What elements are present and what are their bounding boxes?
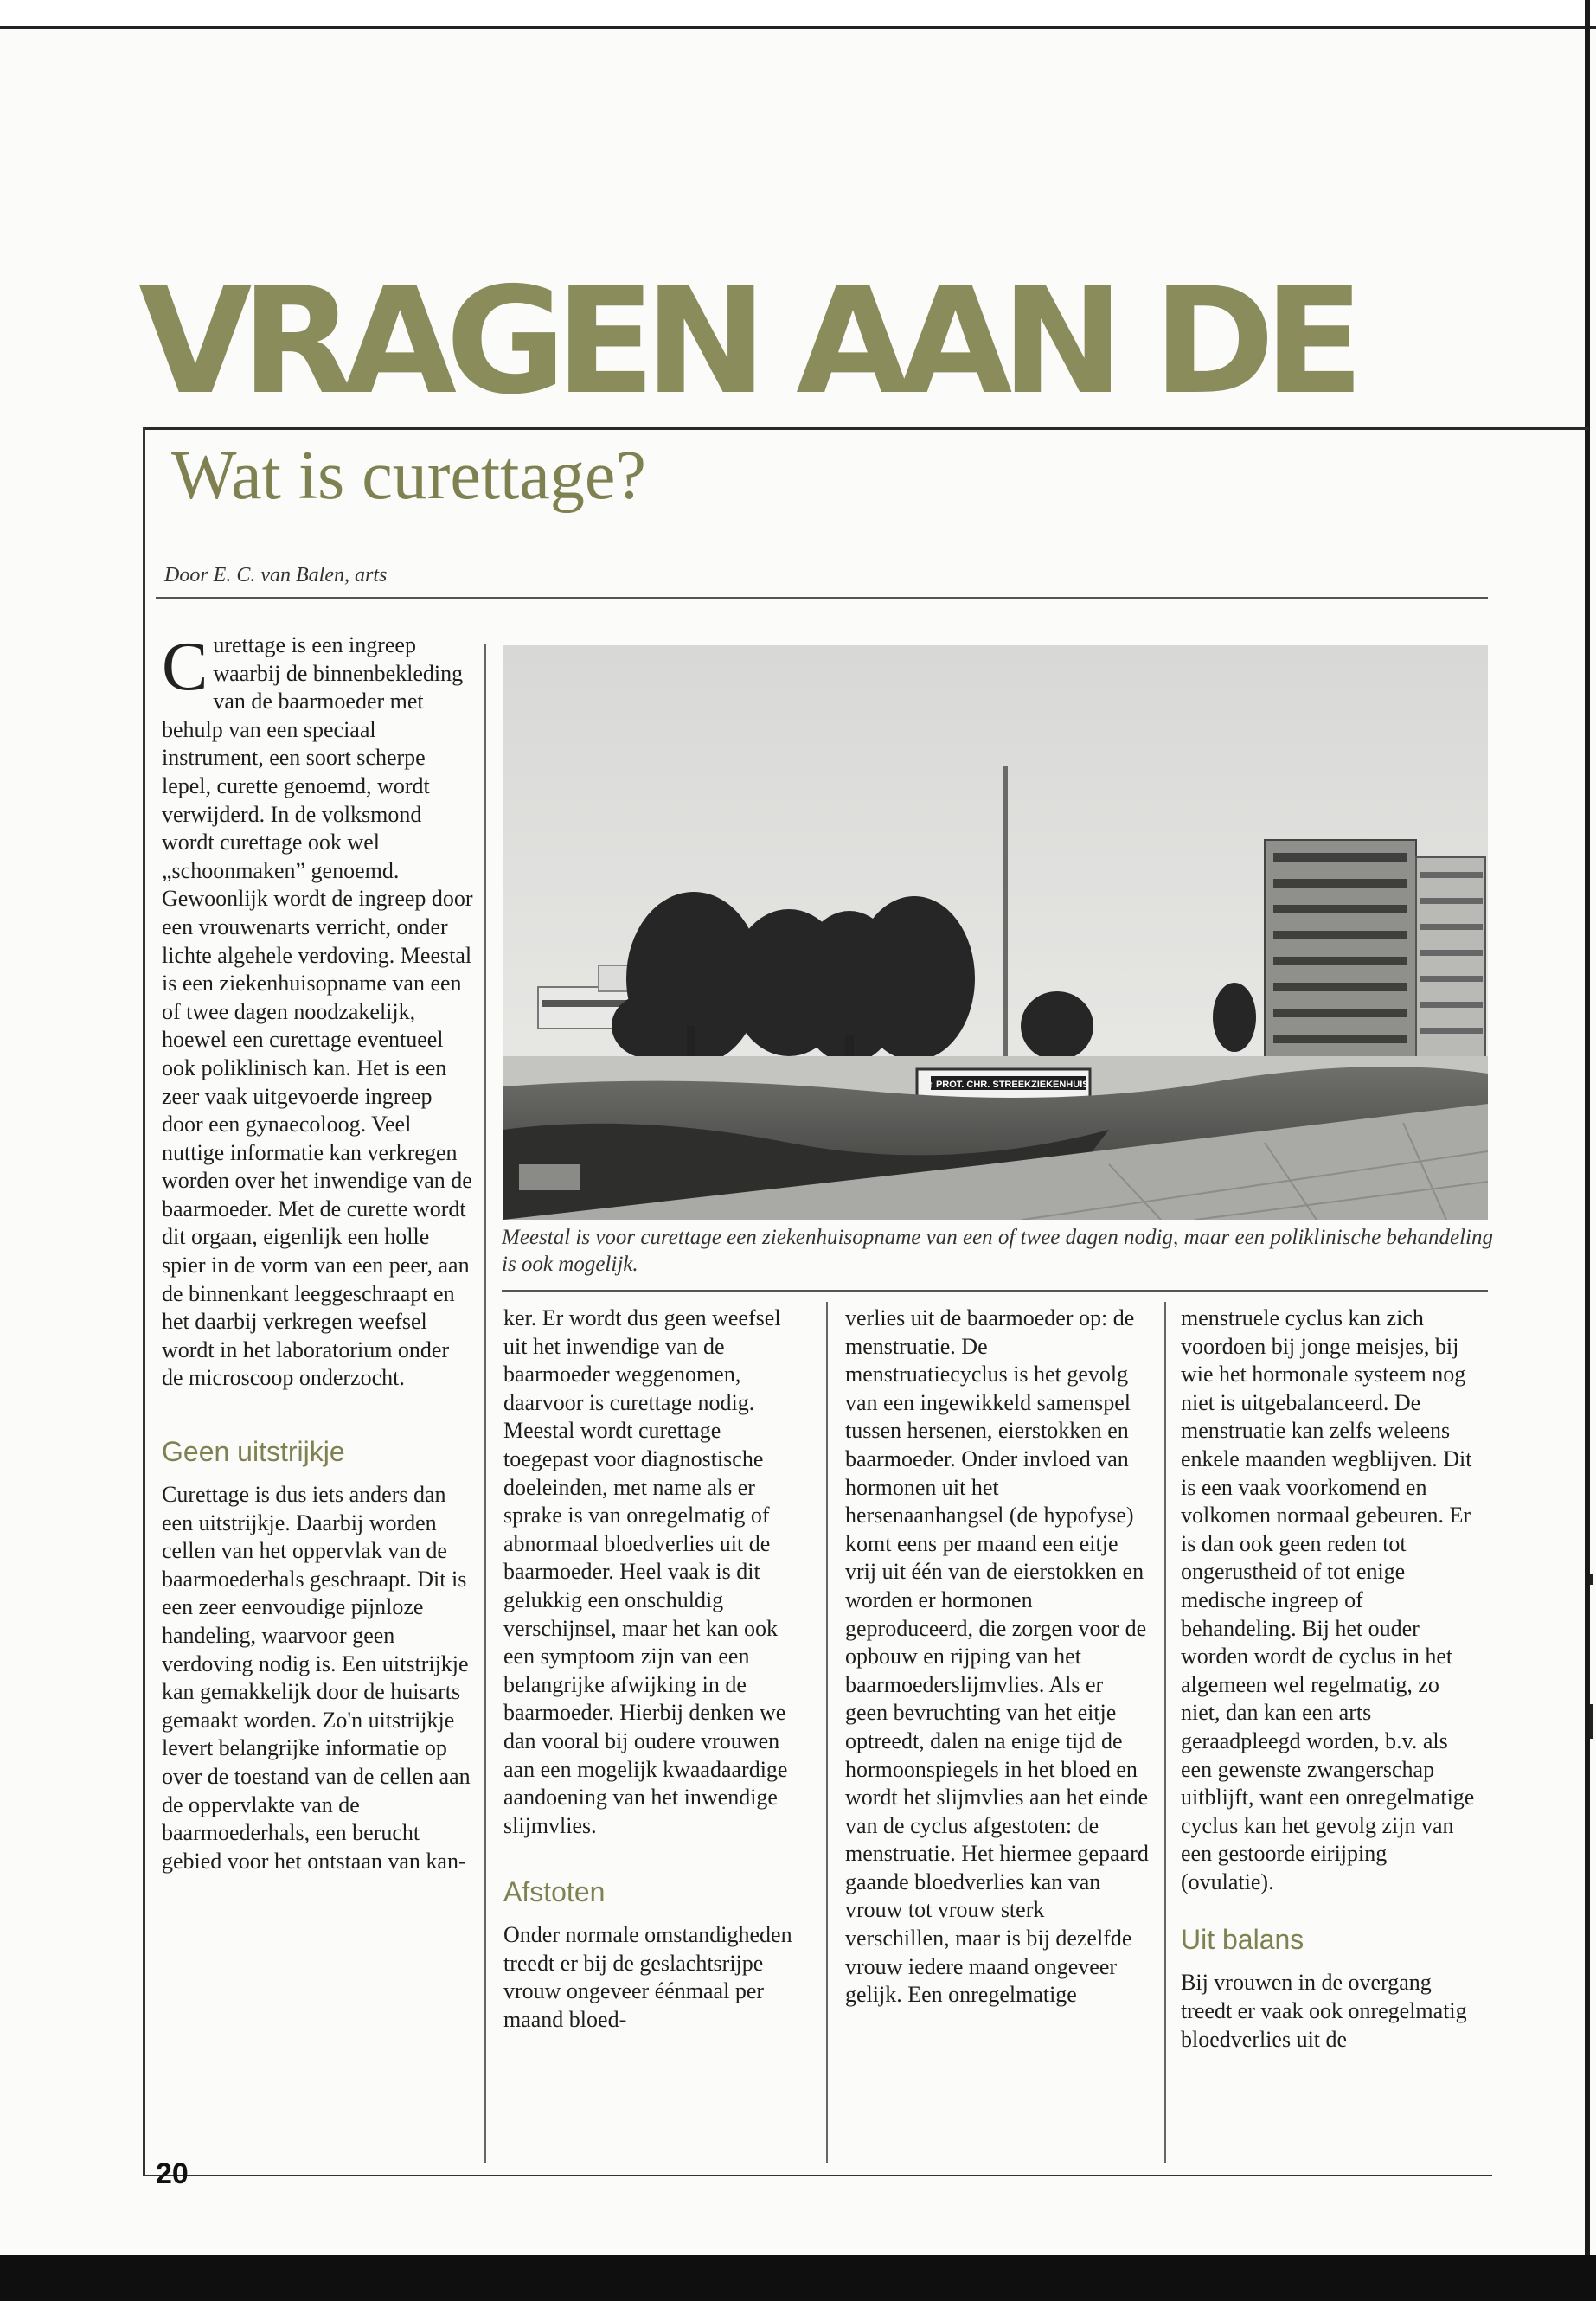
top-border xyxy=(0,0,1596,29)
hospital-photo xyxy=(503,645,1488,1220)
column-divider xyxy=(1164,1302,1166,2163)
paragraph: menstruele cyclus kan zich voordoen bij jonge meisjes, bij wie het hormonale systeem nog niet is uitgebalanceerd. De menstruatie kan zelfs weleens enkele maanden wegblijven. Dit is een vaak voorkomend en volkomen normaal gebeuren. Er is dan ook geen reden tot ongerustheid of tot enige medische ingreep of behandeling. Bij het ouder worden wordt de cyclus in het algemeen wel regelmatig, zo niet, dan kan een arts geraadpleegd worden, b.v. als een gewenste zwangerschap uitblijft, want een onregelmatige cyclus kan het gevolg zijn van een gestoorde eirijping (ovulatie). xyxy=(1181,1305,1475,1894)
paragraph: Curettage is dus iets anders dan een uitstrijkje. Daarbij worden cellen van het oppervlak van de baarmoederhals geschraapt. Dit is een zeer eenvoudige pijnloze handeling, waarvoor geen verdoving nodig is. Een uitstrijkje kan gemakkelijk door de huisarts gemaakt worden. Zo'n uitstrijkje levert belangrijke informatie op over de toestand van de cellen aan de oppervlakte van de baarmoederhals, een berucht gebied voor het ontstaan van kan- xyxy=(162,1482,471,1874)
bottom-border xyxy=(0,2255,1596,2301)
hospital-photo-image xyxy=(503,645,1488,1220)
column-1 xyxy=(162,631,473,1875)
byline-rule xyxy=(156,597,1488,599)
column-2 xyxy=(503,1304,806,2035)
sign-text-line-1: ↑ PROT. CHR. STREEKZIEKENHUIS xyxy=(928,1080,1089,1090)
article-title: Wat is curettage? xyxy=(171,438,646,514)
paragraph: Bij vrouwen in de overgang treedt er vaak ook onregelmatig bloedverlies uit de xyxy=(1181,1970,1467,2052)
bottom-rule xyxy=(143,2175,1492,2176)
subheading-uit-balans: Uit balans xyxy=(1181,1924,1304,1956)
byline: Door E. C. van Balen, arts xyxy=(164,564,388,586)
column-4 xyxy=(1181,1304,1484,2054)
page-number: 20 xyxy=(156,2157,189,2190)
column-divider xyxy=(484,644,486,2163)
drop-cap: C xyxy=(162,629,208,705)
column-divider xyxy=(826,1302,828,2163)
header-rule xyxy=(143,427,1589,430)
subheading-geen-uitstrijkje: Geen uitstrijkje xyxy=(162,1436,345,1468)
right-border xyxy=(1585,0,1590,2275)
photo-caption: Meestal is voor curettage een ziekenhuisopname van een of twee dagen nodig, maar een poliklinische behandeling is ook mogelijk. xyxy=(502,1226,1493,1276)
margin-mark xyxy=(1590,1704,1593,1739)
intro-paragraph: urettage is een ingreep waarbij de binnenbekleding van de baarmoeder met behulp van een speciaal instrument, een soort scherpe lepel, curette genoemd, wordt verwijderd. In de volksmond wordt curettage ook wel „schoonmaken” genoemd. Gewoonlijk wordt de ingreep door een vrouwenarts verricht, onder lichte algehele verdoving. Meestal is een ziekenhuisopname van een of twee dagen noodzakelijk, hoewel een curettage eventueel ook poliklinisch kan. Het is een zeer vaak uitgevoerde ingreep door een gynaecoloog. Veel nuttige informatie kan verkregen worden over het inwendige van de baarmoeder. Met de curette wordt dit orgaan, eigenlijk een holle spier in de vorm van een peer, aan de binnenkant leeggeschraapt en het daarbij verkregen weefsel wordt in het laboratorium onder de microscoop onderzocht. xyxy=(162,632,473,1391)
paragraph: ker. Er wordt dus geen weefsel uit het inwendige van de baarmoeder weggenomen, daarvoor is curettage nodig. Meestal wordt curettage toegepast voor diagnostische doeleinden, met name als er sprake is van onregelmatig of abnormaal bloedverlies uit de baarmoeder. Heel vaak is dit gelukkig een onschuldig verschijnsel, maar het kan ook een symptoom zijn van een belangrijke afwijking in de baarmoeder. Hierbij denken we dan vooral bij oudere vrouwen aan een mogelijk kwaadaardige aandoening van het inwendige slijmvlies. xyxy=(503,1305,788,1838)
paragraph: Onder normale omstandigheden treedt er bij de geslachtsrijpe vrouw ongeveer éénmaal per maand bloed- xyxy=(503,1922,792,2033)
caption-rule xyxy=(502,1290,1488,1292)
margin-mark xyxy=(1590,1574,1593,1585)
paragraph: verlies uit de baarmoeder op: de menstruatie. De menstruatiecyclus is het gevolg van een ingewikkeld samenspel tussen hersenen, eierstokken en baarmoeder. Onder invloed van hormonen uit het hersenaanhangsel (de hypofyse) komt eens per maand een eitje vrij uit één van de eierstokken en worden er hormonen geproduceerd, die zorgen voor de opbouw en rijping van het baarmoederslijmvlies. Als er geen bevruchting van het eitje optreedt, dalen na enige tijd de hormoonspiegels in het bloed en wordt het slijmvlies aan het einde van de cyclus afgestoten: de menstruatie. Het hiermee gepaard gaande bloedverlies kan van vrouw tot vrouw sterk verschillen, maar is bij dezelfde vrouw iedere maand ongeveer gelijk. Een onregelmatige xyxy=(845,1305,1149,2008)
column-3 xyxy=(845,1304,1150,2009)
left-frame-rule xyxy=(143,427,145,2175)
section-headline: VRAGEN AAN DE xyxy=(138,260,1353,424)
subheading-afstoten: Afstoten xyxy=(503,1876,606,1908)
